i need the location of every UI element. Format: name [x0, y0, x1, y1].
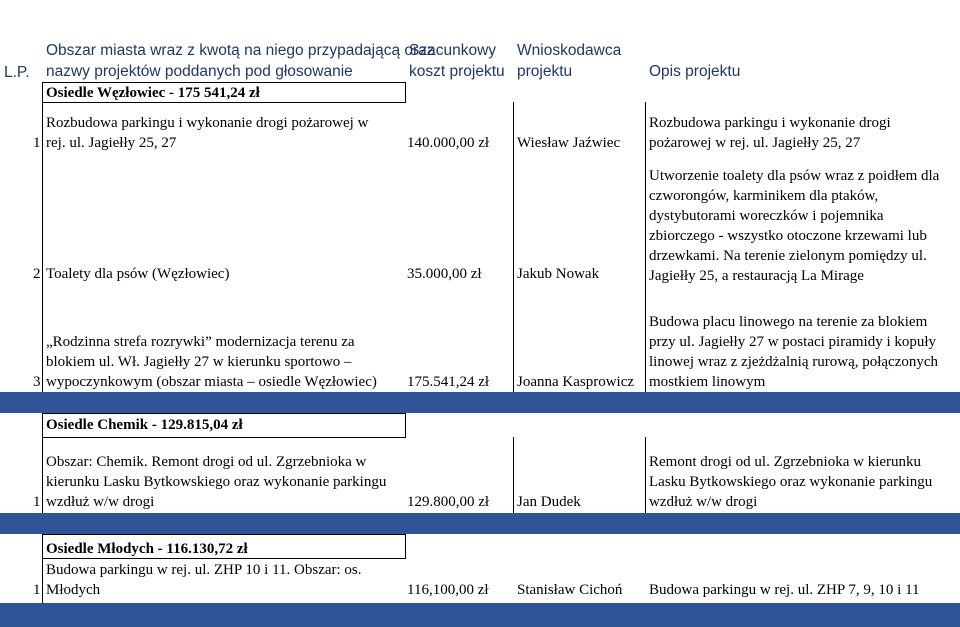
section-title: Osiedle Chemik - 129.815,04 zł [46, 417, 243, 433]
header-lp: L.P. [4, 64, 30, 81]
header-cost-line-2: koszt projektu [409, 63, 505, 80]
project-description-line: mostkiem linowym [649, 374, 766, 390]
project-description-line: zbiorczego - wszystko otoczone krzewami lub [649, 228, 927, 244]
project-description-line: Budowa placu linowego na terenie za blokiem [649, 314, 928, 330]
section-separator-band [0, 392, 960, 413]
project-applicant: Jakub Nowak [517, 266, 600, 282]
project-name-line: wzdłuż w/w drogi [46, 494, 155, 510]
header-cost-line-1: Szacunkowy [409, 42, 497, 59]
section-separator-band [0, 603, 960, 627]
project-number: 1 [33, 494, 41, 510]
project-description-line: czworongów, karminikem dla ptaków, [649, 188, 879, 204]
section-separator-band [0, 513, 960, 534]
project-description-line: Budowa parkingu w rej. ul. ZHP 7, 9, 10 i 11 [649, 582, 920, 598]
section-title: Osiedle Węzłowiec - 175 541,24 zł [46, 85, 260, 101]
project-description-line: drzewkami. Na terenie zielonym pomiędzy ul. [649, 248, 927, 264]
project-cost: 140.000,00 zł [407, 135, 490, 151]
header-applicant-line-1: Wnioskodawca [517, 42, 622, 59]
project-description-line: Jagiełły 25, a restauracją La Mirage [649, 268, 864, 284]
project-cost: 35.000,00 zł [407, 266, 482, 282]
project-applicant: Wiesław Jaźwiec [517, 135, 621, 151]
project-number: 2 [33, 266, 41, 282]
project-cost: 175.541,24 zł [407, 374, 490, 390]
project-cost: 116,100,00 zł [407, 582, 489, 598]
project-name-line: Obszar: Chemik. Remont drogi od ul. Zgrzebnioka w [46, 454, 367, 470]
project-name-line: rej. ul. Jagiełły 25, 27 [46, 135, 177, 151]
project-cost: 129.800,00 zł [407, 494, 490, 510]
section-title: Osiedle Młodych - 116.130,72 zł [46, 541, 248, 557]
header-applicant-line-2: projektu [517, 63, 573, 80]
project-description-line: Utworzenie toalety dla psów wraz z poidłem dla [649, 168, 940, 184]
project-description-line: wzdłuż w/w drogi [649, 494, 758, 510]
project-name-line: wypoczynkowym (obszar miasta – osiedle Węzłowiec) [46, 374, 377, 390]
project-name-line: „Rodzinna strefa rozrywki” modernizacja terenu za [46, 334, 355, 350]
header-area-line-2: nazwy projektów poddanych pod głosowanie [46, 63, 353, 80]
project-description-line: pożarowej w rej. ul. Jagiełły 25, 27 [649, 135, 861, 151]
project-name-line: Toalety dla psów (Węzłowiec) [46, 266, 230, 282]
project-name-line: Młodych [46, 582, 101, 598]
project-name-line: Budowa parkingu w rej. ul. ZHP 10 i 11. Obszar: os. [46, 562, 362, 578]
project-applicant: Jan Dudek [517, 494, 581, 510]
project-applicant: Joanna Kasprowicz [517, 374, 635, 390]
project-number: 3 [33, 374, 41, 390]
project-description-line: przy ul. Jagiełły 27 w postaci piramidy i kopuły [649, 334, 937, 350]
project-description-line: dystybutorami woreczków i pojemnika [649, 208, 884, 224]
project-name-line: blokiem ul. Wł. Jagiełły 27 w kierunku sportowo – [46, 354, 352, 370]
project-description-line: linowej wraz z zjeżdżalnią rurową, połączonych [649, 354, 939, 370]
project-name-line: kierunku Lasku Bytkowskiego oraz wykonanie parkingu [46, 474, 387, 490]
project-number: 1 [33, 135, 41, 151]
header-description: Opis projektu [649, 63, 741, 80]
project-number: 1 [33, 582, 41, 598]
project-description-line: Rozbudowa parkingu i wykonanie drogi [649, 115, 891, 131]
project-description-line: Remont drogi od ul. Zgrzebnioka w kierunku [649, 454, 922, 470]
project-description-line: Lasku Bytkowskiego oraz wykonanie parkingu [649, 474, 933, 490]
header-area-line-1: Obszar miasta wraz z kwotą na niego przypadającą oraz [46, 42, 435, 59]
project-name-line: Rozbudowa parkingu i wykonanie drogi pożarowej w [46, 115, 369, 131]
project-applicant: Stanisław Cichoń [517, 582, 623, 598]
